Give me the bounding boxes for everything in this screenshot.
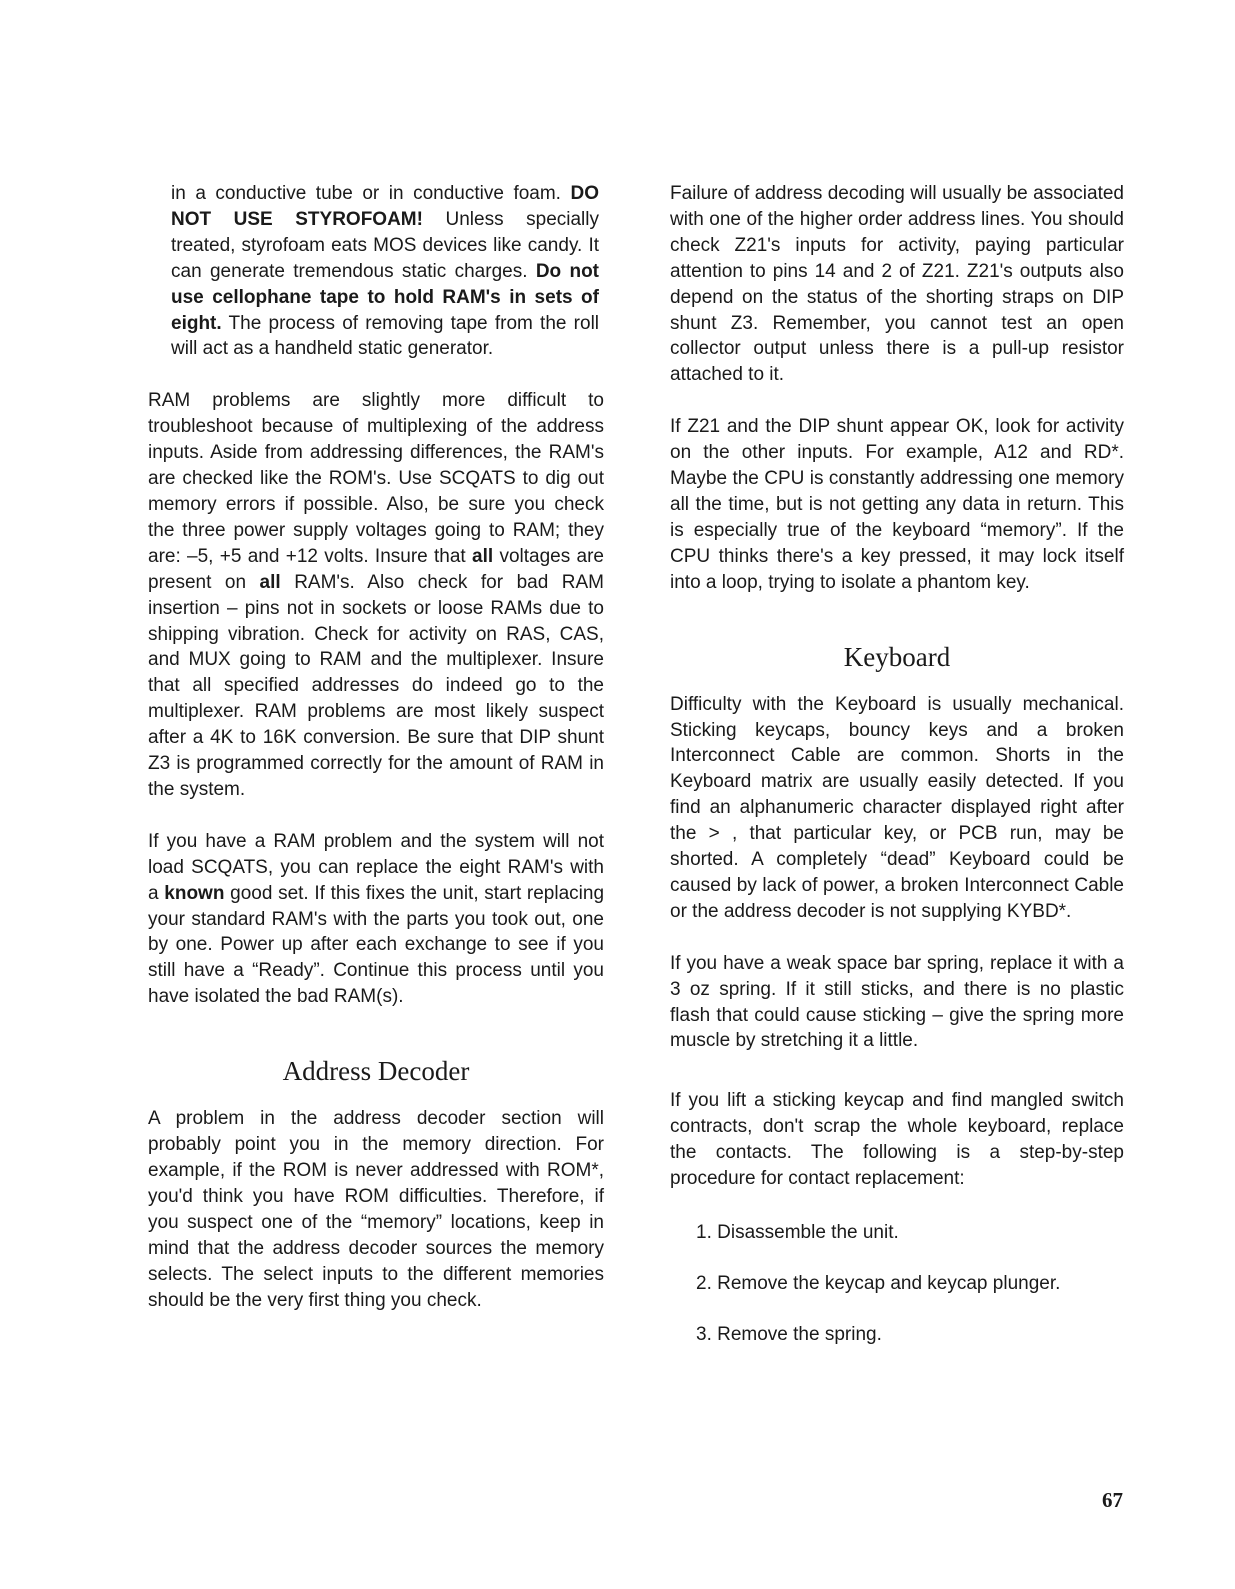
- right-column: [670, 181, 1124, 1373]
- ram-problems-paragraph: [148, 388, 604, 803]
- address-decoder-heading: Address Decoder: [282, 1056, 470, 1087]
- intro-bold-tape-warning: Do not use cellophane tape to hold RAM's in sets of eight.: [171, 260, 599, 334]
- keycap-paragraph: If you lift a sticking keycap and find mangled switch contracts, don't scrap the whole keyboard, replace the contacts. The following is a step-by-step procedure for contact replacement:: [670, 1090, 1124, 1190]
- address-decoder-paragraph: A problem in the address decoder section will probably point you in the memory direction. For example, if the ROM is never addressed with ROM*, you'd think you have ROM difficulties. Therefore, if you suspect one of the “memory” locations, keep in mind that the address decoder sources the memory selects. The select inputs to the different memories should be the very first thing you check.: [148, 1108, 604, 1311]
- ram-load-bold-known: known: [164, 882, 225, 904]
- space-bar-spring-paragraph: If you have a weak space bar spring, replace it with a 3 oz spring. If it still sticks, and there is no plastic flash that could cause sticking – give the spring more muscle by stretching it a little.: [670, 952, 1124, 1052]
- ram-load-text-1: If you have a RAM problem and the system will not load SCQATS, you can replace the eight RAM's with a: [148, 830, 604, 904]
- intro-paragraph: [171, 181, 599, 362]
- ram-text-2: voltages are present on: [148, 545, 605, 593]
- step-item: 2. Remove the keycap and keycap plunger.: [696, 1272, 1061, 1294]
- keyboard-heading: Keyboard: [843, 641, 951, 672]
- replacement-steps-list: [670, 1220, 1124, 1348]
- page-number: 67: [1102, 1488, 1123, 1512]
- step-item: 1. Disassemble the unit.: [696, 1222, 899, 1243]
- ram-load-paragraph: [148, 829, 604, 1010]
- step-item: 3. Remove the spring.: [696, 1323, 882, 1345]
- intro-text-2: Unless specially treated, styrofoam eats MOS devices like candy. It can generate tremendous static charges.: [171, 208, 599, 282]
- ram-bold-all-1: all: [472, 545, 494, 567]
- ram-text-3: RAM's. Also check for bad RAM insertion – pins not in sockets or loose RAMs due to shipping vibration. Check for activity on RAS, CAS, and MUX going to RAM and the multiplexer. Insure that all specified addresses do indeed go to the multiplexer. RAM problems are most likely suspect after a 4K to 16K conversion. Be sure that DIP shunt Z3 is programmed correctly for the amount of RAM in the system.: [148, 571, 605, 800]
- ram-text-1: RAM problems are slightly more difficult to troubleshoot because of multiplexing of the address inputs. Aside from addressing differences, the RAM's are checked like the ROM's. Use SCQATS to dig out memory errors if possible. Also, be sure you check the three power supply voltages going to RAM; they are: –5, +5 and +12 volts. Insure that: [148, 390, 604, 567]
- ram-bold-all-2: all: [259, 571, 281, 593]
- intro-bold-warning: DO NOT USE STYROFOAM!: [171, 183, 600, 230]
- left-column: [148, 181, 604, 1313]
- intro-text-3: The process of removing tape from the roll will act as a handheld static generator.: [171, 312, 600, 360]
- intro-text-1: in a conductive tube or in conductive foam.: [171, 183, 561, 204]
- ram-load-text-2: good set. If this fixes the unit, start replacing your standard RAM's with the parts you took out, one by one. Power up after each exchange to see if you still have a “Ready”. Continue this process until you have isolated the bad RAM(s).: [148, 882, 605, 1008]
- keyboard-paragraph: Difficulty with the Keyboard is usually mechanical. Sticking keycaps, bouncy keys and a broken Interconnect Cable are common. Shorts in the Keyboard matrix are usually easily detected. If you find an alphanumeric character displayed right after the > , that particular key, or PCB run, may be shorted. A completely “dead” Keyboard could be caused by lack of power, a broken Interconnect Cable or the address decoder is not supplying KYBD*.: [670, 693, 1124, 922]
- decoding-failure-paragraph: Failure of address decoding will usually be associated with one of the higher order address lines. You should check Z21's inputs for activity, paying particular attention to pins 14 and 2 of Z21. Z21's outputs also depend on the status of the shorting straps on DIP shunt Z3. Remember, you cannot test an open collector output unless there is a pull-up resistor attached to it.: [670, 183, 1124, 386]
- z21-paragraph: If Z21 and the DIP shunt appear OK, look for activity on the other inputs. For example, A12 and RD*. Maybe the CPU is constantly addressing one memory all the time, but is not getting any data in return. This is especially true of the keyboard “memory”. If the CPU thinks there's a key pressed, it may lock itself into a loop, trying to isolate a phantom key.: [670, 416, 1124, 593]
